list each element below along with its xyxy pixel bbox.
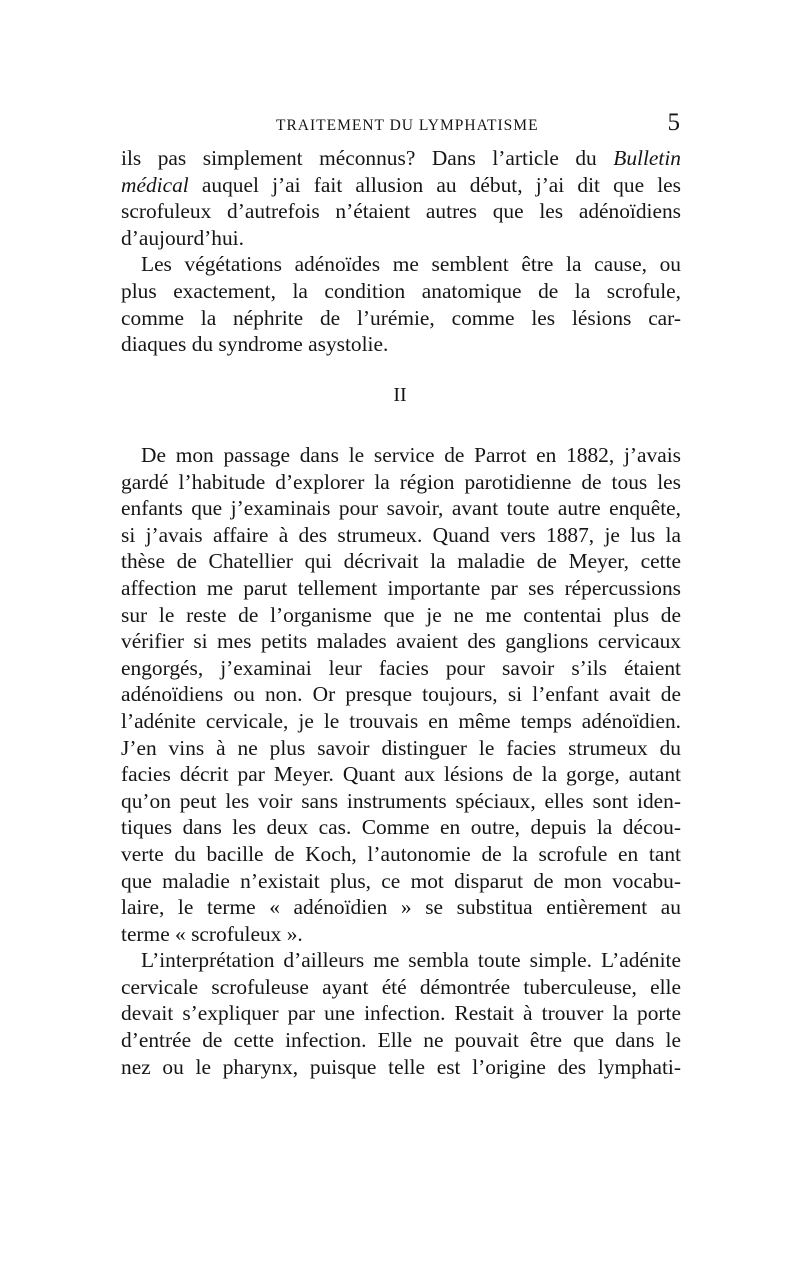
text-line: thèse de Chatellier qui décrivait la maladie de Meyer, cette bbox=[121, 549, 681, 574]
text-line: adénoïdiens ou non. Or presque toujours, si l’enfant avait de bbox=[121, 682, 681, 707]
text-line: d’aujourd’hui. bbox=[121, 225, 244, 250]
text-line: Les végétations adénoïdes me semblent être la cause, ou bbox=[141, 252, 681, 277]
text-line: cervicale scrofuleuse ayant été démontrée tuberculeuse, elle bbox=[121, 974, 681, 999]
text-line: ils pas simplement méconnus? Dans l’article du Bulletin bbox=[121, 146, 681, 170]
text-line: J’en vins à ne plus savoir distinguer le facies strumeux du bbox=[121, 735, 681, 760]
text-line: De mon passage dans le service de Parrot en 1882, j’avais bbox=[141, 443, 681, 467]
text-line: scrofuleux d’autrefois n’étaient autres que les adénoïdiens bbox=[121, 199, 681, 224]
text-line: terme « scrofuleux ». bbox=[121, 921, 303, 946]
page-header bbox=[120, 109, 680, 143]
text-line: laire, le terme « adénoïdien » se substitua entièrement au bbox=[121, 895, 681, 920]
journal-title-italic: médical bbox=[121, 172, 189, 197]
section-heading: II bbox=[393, 384, 407, 406]
text-block-2 bbox=[121, 442, 681, 1080]
text-line: comme la néphrite de l’urémie, comme les lésions car- bbox=[121, 305, 681, 330]
text-line: l’adénite cervicale, je le trouvais en même temps adénoïdien. bbox=[121, 708, 681, 733]
text-line: affection me parut tellement importante par ses répercussions bbox=[121, 575, 681, 600]
text-line: médical auquel j’ai fait allusion au début, j’ai dit que les bbox=[121, 172, 681, 197]
text-line: L’interprétation d’ailleurs me sembla toute simple. L’adénite bbox=[141, 948, 681, 973]
journal-title-italic: Bulletin bbox=[613, 146, 681, 170]
text-line: si j’avais affaire à des strumeux. Quand vers 1887, je lus la bbox=[121, 522, 681, 547]
text-line: sur le reste de l’organisme que je ne me contentai plus de bbox=[121, 602, 681, 627]
text-line: diaques du syndrome asystolie. bbox=[121, 332, 389, 357]
text-line: engorgés, j’examinai leur facies pour savoir s’ils étaient bbox=[121, 655, 681, 680]
text-block-1 bbox=[121, 145, 681, 358]
text-line: vérifier si mes petits malades avaient des ganglions cervicaux bbox=[121, 629, 681, 654]
text-line: que maladie n’existait plus, ce mot disparut de mon vocabu- bbox=[121, 868, 681, 893]
text-line: gardé l’habitude d’explorer la région parotidienne de tous les bbox=[121, 469, 681, 494]
text-line: tiques dans les deux cas. Comme en outre, depuis la décou- bbox=[121, 815, 681, 840]
running-title: TRAITEMENT DU LYMPHATISME bbox=[276, 117, 539, 134]
text-line: d’entrée de cette infection. Elle ne pouvait être que dans le bbox=[121, 1028, 681, 1053]
text-line: enfants que j’examinais pour savoir, avant toute autre enquête, bbox=[121, 496, 681, 521]
text-line: qu’on peut les voir sans instruments spéciaux, elles sont iden- bbox=[121, 788, 681, 813]
text-line: plus exactement, la condition anatomique de la scrofule, bbox=[121, 278, 681, 303]
text-line: nez ou le pharynx, puisque telle est l’origine des lymphati- bbox=[121, 1054, 681, 1079]
text-line: verte du bacille de Koch, l’autonomie de la scrofule en tant bbox=[121, 841, 681, 866]
text-line: facies décrit par Meyer. Quant aux lésions de la gorge, autant bbox=[121, 762, 681, 787]
text-line: devait s’expliquer par une infection. Restait à trouver la porte bbox=[121, 1001, 681, 1026]
page-number: 5 bbox=[667, 109, 680, 136]
